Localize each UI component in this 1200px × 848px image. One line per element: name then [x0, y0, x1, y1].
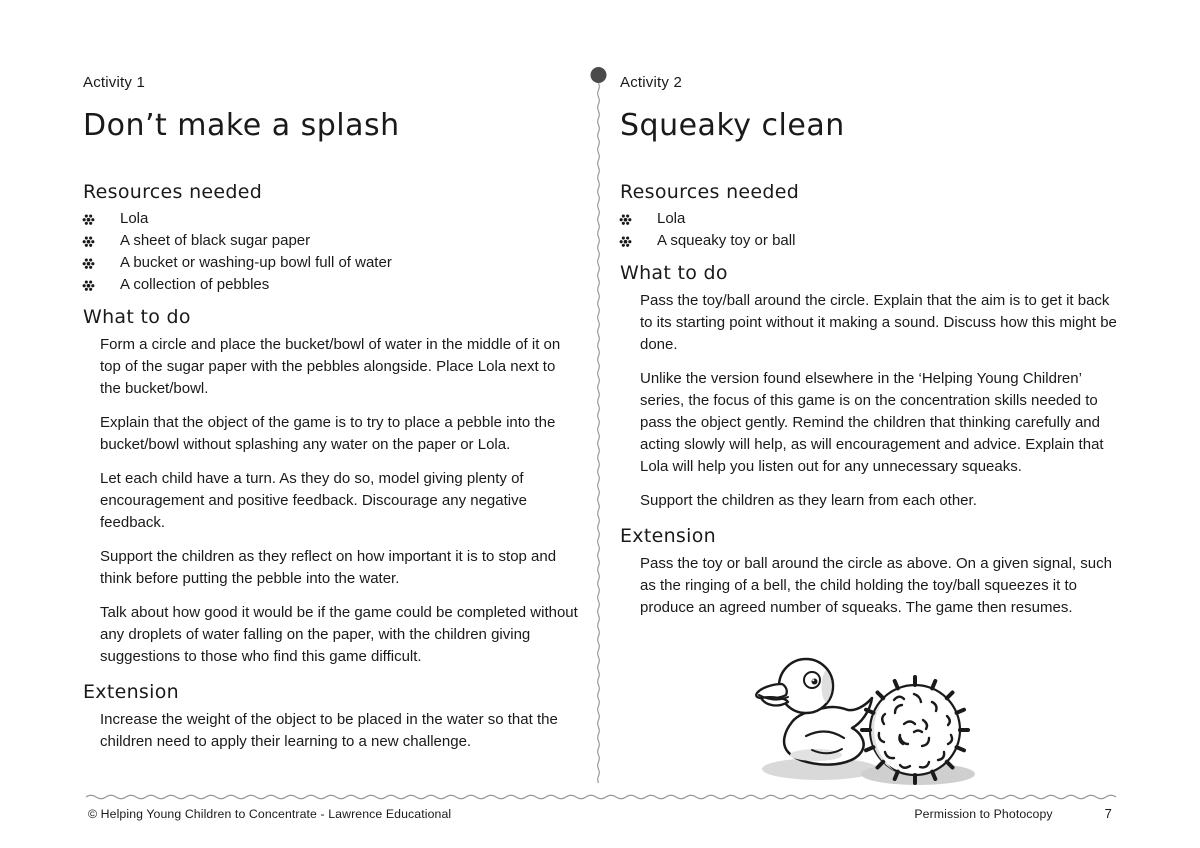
paragraph: Form a circle and place the bucket/bowl of water in the middle of it on top of the sugar paper with the pebbles alongside. Place Lola next to the bucket/bowl.	[100, 336, 561, 397]
page-number: 7	[1104, 806, 1112, 821]
paw-bullet-icon	[82, 213, 95, 226]
footer-permission: Permission to Photocopy	[914, 807, 1053, 821]
activity-2-title: Squeaky clean	[620, 108, 845, 143]
activity-2-extension-heading: Extension	[620, 525, 716, 547]
resource-text: A squeaky toy or ball	[657, 232, 796, 249]
resource-list-item	[620, 230, 1117, 252]
paw-bullet-icon	[82, 257, 95, 270]
paragraph: Explain that the object of the game is to try to place a pebble into the bucket/bowl without splashing any water on the paper or Lola.	[100, 414, 556, 453]
footer-copyright: © Helping Young Children to Concentrate - Lawrence Educational	[88, 807, 452, 821]
squeaky-ball-icon	[862, 677, 968, 783]
paw-bullet-icon	[619, 213, 632, 226]
duck-and-ball-illustration	[748, 640, 980, 790]
activity-1-column	[83, 74, 580, 765]
activity-2-column	[620, 74, 1117, 631]
activity-2-what-paragraphs	[620, 290, 1117, 512]
rubber-duck-icon	[756, 659, 872, 765]
divider-dot-icon	[591, 67, 607, 83]
activity-1-resources-list	[83, 208, 580, 296]
paw-bullet-icon	[82, 235, 95, 248]
resource-text: A bucket or washing-up bowl full of water	[120, 254, 392, 271]
resource-text: A collection of pebbles	[120, 276, 270, 293]
paragraph: Increase the weight of the object to be placed in the water so that the children need to apply their learning to a new challenge.	[100, 711, 558, 750]
activity-1-extension-heading: Extension	[83, 681, 179, 703]
paragraph: Unlike the version found elsewhere in the ‘Helping Young Children’ series, the focus of this game is on the concentration skills needed to pass the object gently. Remind the children that thinking carefully and acting slowly will help, as will encouragement and advice. Explain that Lola will help you listen out for any unnecessary squeaks.	[640, 370, 1104, 475]
resource-list-item	[83, 274, 580, 296]
wavy-footer-rule	[84, 790, 1118, 802]
paragraph: Pass the toy or ball around the circle as above. On a given signal, such as the ringing of a bell, the child holding the toy/ball squeezes it to produce an agreed number of squeaks. The game then resumes.	[640, 555, 1112, 616]
paragraph: Support the children as they reflect on how important it is to stop and think before putting the pebble into the water.	[100, 548, 557, 587]
paragraph: Support the children as they learn from each other.	[640, 492, 977, 509]
resource-list-item	[83, 230, 580, 252]
activity-2-extension-paragraphs	[620, 553, 1117, 619]
activity-2-what-heading: What to do	[620, 262, 728, 284]
paragraph: Pass the toy/ball around the circle. Explain that the aim is to get it back to its starting point without it making a sound. Discuss how this might be done.	[640, 292, 1117, 353]
resource-text: Lola	[657, 210, 686, 227]
activity-1-resources-heading: Resources needed	[83, 181, 263, 203]
activity-1-label: Activity 1	[83, 74, 146, 91]
paw-bullet-icon	[82, 279, 95, 292]
paragraph: Let each child have a turn. As they do so, model giving plenty of encouragement and positive feedback. Discourage any negative feedback.	[100, 470, 527, 531]
activity-1-what-heading: What to do	[83, 306, 191, 328]
activity-1-extension-paragraphs	[83, 709, 580, 753]
activity-1-what-paragraphs	[83, 334, 580, 668]
page-footer	[88, 806, 1112, 822]
activity-2-label: Activity 2	[620, 74, 683, 91]
resource-text: A sheet of black sugar paper	[120, 232, 311, 249]
resource-text: Lola	[120, 210, 149, 227]
resource-list-item	[620, 208, 1117, 230]
paw-bullet-icon	[619, 235, 632, 248]
wavy-column-divider	[589, 66, 609, 788]
activity-1-title: Don’t make a splash	[83, 108, 400, 143]
resource-list-item	[83, 208, 580, 230]
paragraph: Talk about how good it would be if the game could be completed without any droplets of water falling on the paper, with the children giving suggestions to those who find this game difficult.	[100, 604, 578, 665]
resource-list-item	[83, 252, 580, 274]
activity-2-resources-list	[620, 208, 1117, 252]
activity-2-resources-heading: Resources needed	[620, 181, 800, 203]
